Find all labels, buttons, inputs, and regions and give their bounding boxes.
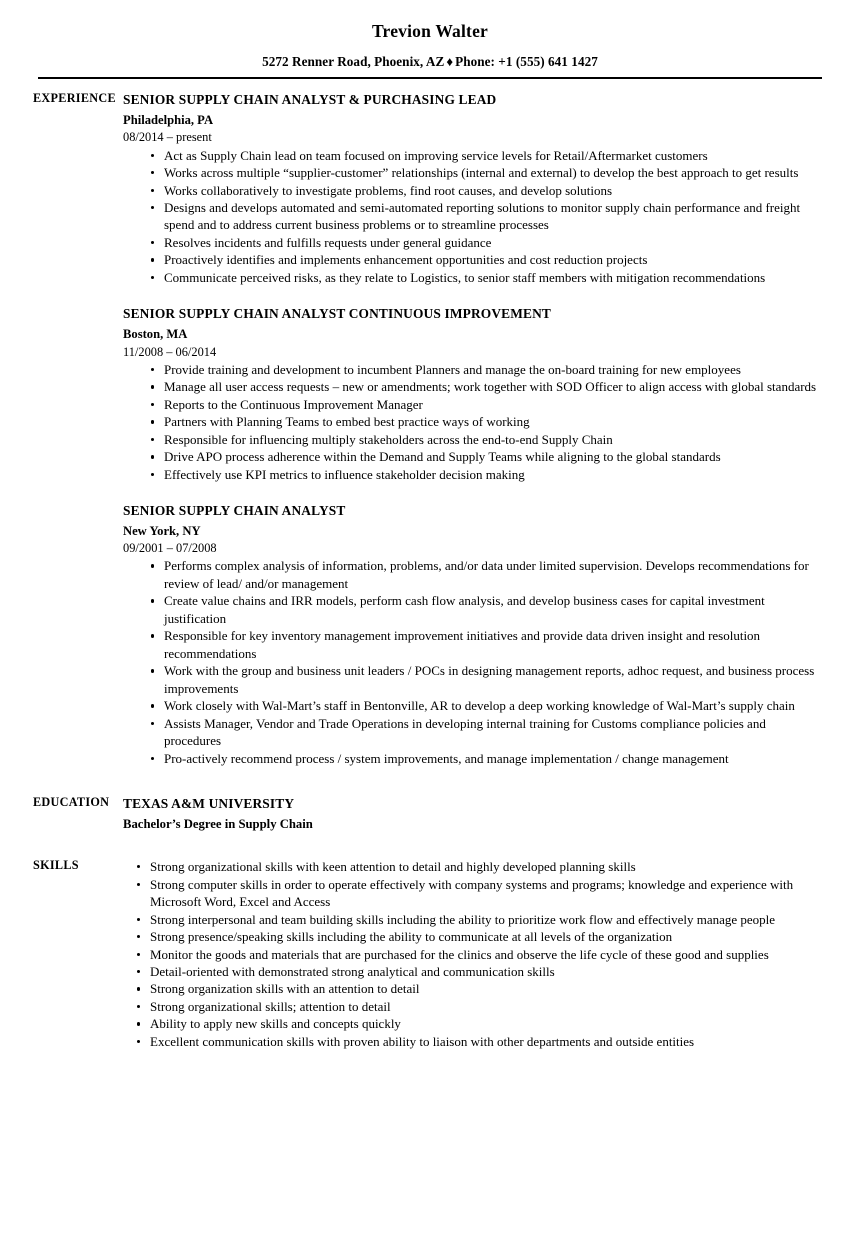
experience-entry	[123, 305, 822, 483]
job-bullets	[123, 361, 822, 483]
education-section	[0, 795, 860, 832]
bullet-item: Performs complex analysis of information, problems, and/or data under limited supervision. Develops recommendations for review of lead/ and/or management	[151, 557, 822, 592]
bullet-item: Excellent communication skills with proven ability to liaison with other departments and outside entities	[137, 1033, 822, 1050]
bullet-item: Work with the group and business unit leaders / POCs in designing management reports, adhoc request, and business process improvements	[151, 662, 822, 697]
bullet-item: Drive APO process adherence within the Demand and Supply Teams while aligning to the global standards	[151, 448, 822, 465]
job-dates: 08/2014 – present	[123, 130, 212, 145]
job-dates: 11/2008 – 06/2014	[123, 344, 217, 359]
experience-section-label: EXPERIENCE	[33, 91, 116, 106]
bullet-item: Pro-actively recommend process / system improvements, and manage implementation / change management	[151, 750, 822, 767]
bullet-item: Resolves incidents and fulfills requests under general guidance	[151, 234, 822, 251]
job-bullets	[123, 147, 822, 287]
job-title: SENIOR SUPPLY CHAIN ANALYST & PURCHASING LEAD	[123, 92, 497, 108]
bullet-item: Strong organizational skills; attention to detail	[137, 998, 822, 1015]
diamond-separator-icon: ♦	[446, 54, 454, 70]
candidate-name: Trevion Walter	[371, 21, 489, 41]
bullet-item: Manage all user access requests – new or amendments; work together with SOD Officer to align access with global standards	[151, 378, 822, 395]
experience-section	[0, 91, 860, 767]
education-section-label: EDUCATION	[33, 795, 110, 810]
bullet-item: Partners with Planning Teams to embed best practice ways of working	[151, 413, 822, 430]
bullet-item: Proactively identifies and implements enhancement opportunities and cost reduction projects	[151, 251, 822, 268]
bullet-item: Works collaboratively to investigate problems, find root causes, and develop solutions	[151, 182, 822, 199]
bullet-item: Works across multiple “supplier-customer” relationships (internal and external) to develop the best approach to get results	[151, 164, 822, 181]
job-location: Boston, MA	[123, 326, 188, 341]
bullet-item: Monitor the goods and materials that are purchased for the clinics and observe the life cycle of these good and supplies	[137, 946, 822, 963]
job-bullets	[123, 557, 822, 767]
job-title: SENIOR SUPPLY CHAIN ANALYST	[123, 503, 346, 519]
experience-entry	[123, 502, 822, 767]
contact-phone: Phone: +1 (555) 641 1427	[455, 54, 598, 70]
bullet-item: Communicate perceived risks, as they relate to Logistics, to senior staff members with mitigation recommendations	[151, 269, 822, 286]
skills-section-label: SKILLS	[33, 858, 79, 873]
job-title: SENIOR SUPPLY CHAIN ANALYST CONTINUOUS IMPROVEMENT	[123, 306, 552, 322]
education-degree: Bachelor’s Degree in Supply Chain	[123, 816, 313, 831]
experience-entry	[123, 91, 822, 286]
education-school: TEXAS A&M UNIVERSITY	[123, 796, 295, 812]
bullet-item: Responsible for key inventory management improvement initiatives and provide data driven insight and resolution recommendations	[151, 627, 822, 662]
bullet-item: Strong organization skills with an attention to detail	[137, 980, 822, 997]
bullet-item: Reports to the Continuous Improvement Manager	[151, 396, 822, 413]
job-location: New York, NY	[123, 523, 201, 538]
bullet-item: Strong organizational skills with keen attention to detail and highly developed planning skills	[137, 858, 822, 875]
contact-line	[0, 54, 860, 70]
bullet-item: Create value chains and IRR models, perform cash flow analysis, and develop business cases for capital investment justification	[151, 592, 822, 627]
bullet-item: Act as Supply Chain lead on team focused on improving service levels for Retail/Aftermarket customers	[151, 147, 822, 164]
education-entry	[123, 795, 822, 832]
bullet-item: Strong presence/speaking skills including the ability to communicate at all levels of the organization	[137, 928, 822, 945]
header-divider	[38, 77, 822, 79]
bullet-item: Responsible for influencing multiply stakeholders across the end-to-end Supply Chain	[151, 431, 822, 448]
resume-header	[0, 0, 860, 79]
bullet-item: Work closely with Wal-Mart’s staff in Bentonville, AR to develop a deep working knowledge of Wal-Mart’s supply chain	[151, 697, 822, 714]
job-location: Philadelphia, PA	[123, 112, 214, 127]
bullet-item: Provide training and development to incumbent Planners and manage the on-board training for new employees	[151, 361, 822, 378]
education-list	[123, 795, 860, 832]
bullet-item: Effectively use KPI metrics to influence stakeholder decision making	[151, 466, 822, 483]
bullet-item: Ability to apply new skills and concepts quickly	[137, 1015, 822, 1032]
skills-section	[0, 858, 860, 1050]
bullet-item: Assists Manager, Vendor and Trade Operations in developing internal training for Customs compliance policies and procedures	[151, 715, 822, 750]
contact-address: 5272 Renner Road, Phoenix, AZ	[262, 54, 445, 70]
bullet-item: Detail-oriented with demonstrated strong analytical and communication skills	[137, 963, 822, 980]
experience-list	[123, 91, 860, 767]
skills-list	[123, 858, 860, 1050]
job-dates: 09/2001 – 07/2008	[123, 541, 217, 556]
bullet-item: Designs and develops automated and semi-automated reporting solutions to monitor supply chain performance and freight spend and to address current business problems or to streamline processes	[151, 199, 822, 234]
bullet-item: Strong interpersonal and team building skills including the ability to prioritize work flow and effectively manage people	[137, 911, 822, 928]
bullet-item: Strong computer skills in order to operate effectively with company systems and programs; knowledge and experience with Microsoft Word, Excel and Access	[137, 876, 822, 911]
skills-bullets	[123, 858, 822, 1050]
